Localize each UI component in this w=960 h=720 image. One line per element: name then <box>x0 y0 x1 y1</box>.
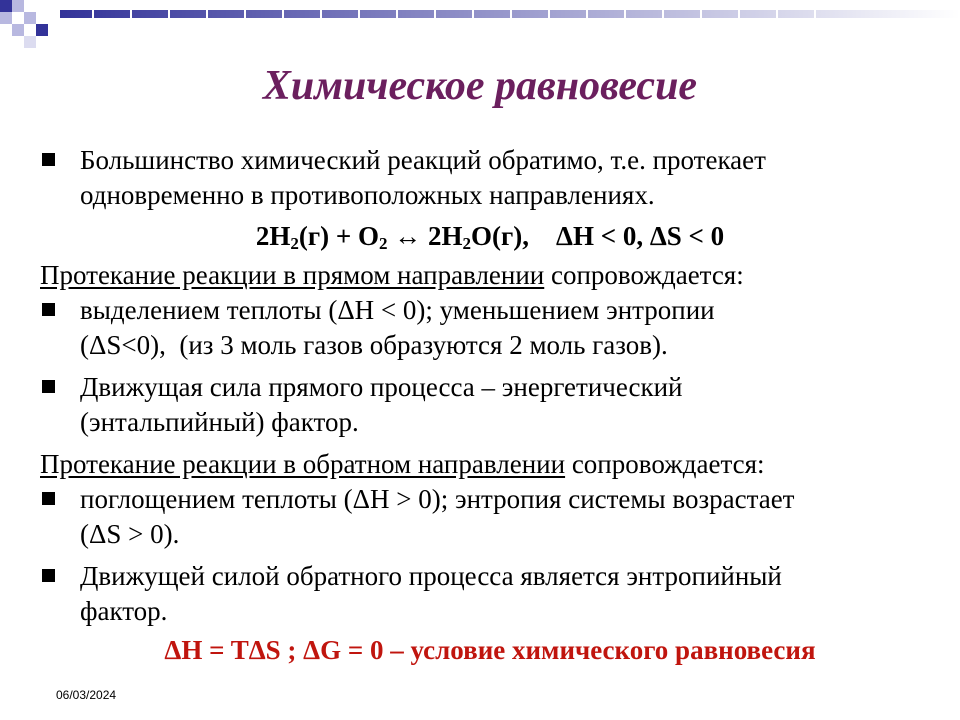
eq-part: O(г), ΔH < 0, ΔS < 0 <box>471 221 725 251</box>
forward-heading-underlined: Протекание реакции в прямом направлении <box>40 260 545 290</box>
bullet-text-line: (ΔS<0), (из 3 моль газов образуются 2 моль газов). <box>80 330 668 360</box>
bullet-text-line: Большинство химический реакций обратимо, т.е. протекает <box>80 145 766 175</box>
bullet-square-icon <box>42 569 55 582</box>
reverse-heading-underlined: Протекание реакции в обратном направлении <box>40 449 566 479</box>
bullet-text-line: фактор. <box>80 596 168 626</box>
bullet-text-line: одновременно в противоположных направлениях. <box>80 180 655 210</box>
bullet-text-line: Движущая сила прямого процесса – энергетический <box>80 372 683 402</box>
forward-heading-rest: сопровождается: <box>544 260 744 290</box>
reverse-heading <box>40 447 940 482</box>
bullet-forward-heat <box>40 293 940 363</box>
bullet-square-icon <box>42 153 55 166</box>
bullet-forward-driver <box>40 370 940 440</box>
slide-date: 06/03/2024 <box>56 688 117 702</box>
bullet-text-line: (энтальпийный) фактор. <box>80 407 359 437</box>
eq-part: ↔ 2H <box>387 221 463 251</box>
bullet-text-line: поглощением теплоты (ΔH > 0); энтропия системы возрастает <box>80 484 795 514</box>
reaction-equation <box>40 219 940 254</box>
bullet-square-icon <box>42 492 55 505</box>
bullet-square-icon <box>42 380 55 393</box>
bullet-reversibility <box>40 143 940 213</box>
eq-part: (г) + O <box>298 221 379 251</box>
eq-part: 2H <box>255 221 291 251</box>
bullet-square-icon <box>42 303 55 316</box>
header-decoration <box>0 0 960 60</box>
forward-heading <box>40 258 940 293</box>
eq-subscript: 2 <box>379 234 388 253</box>
bullet-reverse-driver <box>40 559 940 629</box>
eq-subscript: 2 <box>290 234 299 253</box>
bullet-text-line: выделением теплоты (ΔH < 0); уменьшением энтропии <box>80 295 715 325</box>
bullet-text-line: Движущей силой обратного процесса является энтропийный <box>80 561 782 591</box>
equilibrium-condition: ΔH = TΔS ; ΔG = 0 – условие химического равновесия <box>164 635 816 665</box>
bullet-text-line: (ΔS > 0). <box>80 519 180 549</box>
eq-subscript: 2 <box>462 234 472 253</box>
slide-body <box>40 143 940 668</box>
slide-title: Химическое равновесие <box>262 63 698 109</box>
bullet-reverse-heat <box>40 482 940 552</box>
reverse-heading-rest: сопровождается: <box>565 449 765 479</box>
